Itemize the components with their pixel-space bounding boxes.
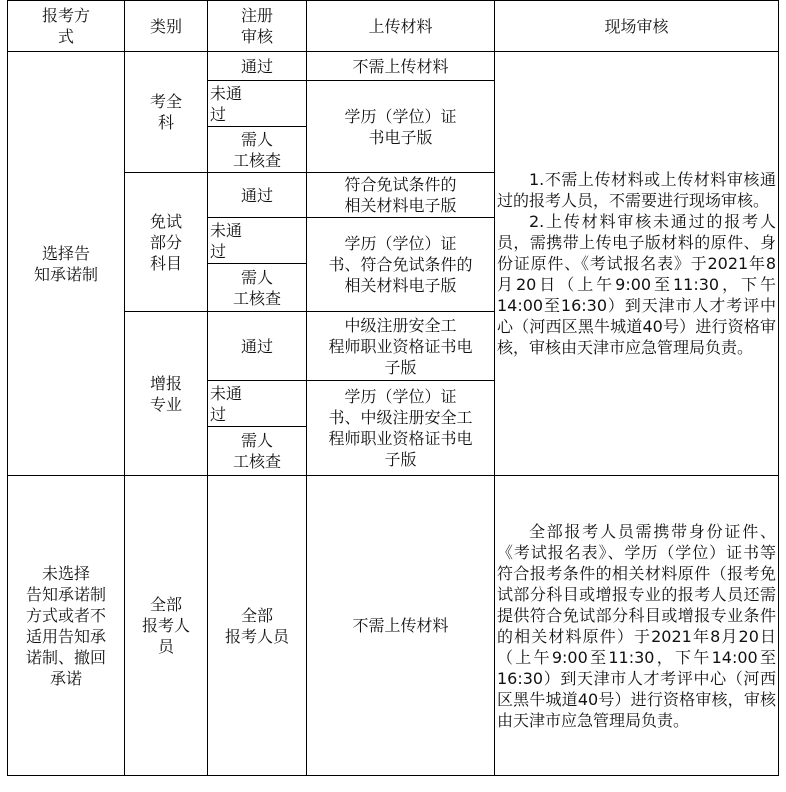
group3-review-manual: 需人 工核查 — [208, 427, 307, 476]
header-upload: 上传材料 — [307, 1, 495, 52]
group3-category: 增报 专业 — [125, 312, 208, 476]
section2-category: 全部 报考人 员 — [125, 476, 208, 776]
group3-upload-pass: 中级注册安全工 程师职业资格证书电 子版 — [307, 312, 495, 381]
group3-review-pass: 通过 — [208, 312, 307, 381]
table-row — [8, 52, 779, 81]
header-method: 报考方 式 — [8, 1, 125, 52]
group2-category: 免试 部分 科目 — [125, 173, 208, 312]
table-row — [8, 476, 779, 776]
group2-upload-fail: 学历（学位）证 书、符合免试条件的 相关材料电子版 — [307, 218, 495, 312]
section1-onsite — [495, 52, 779, 476]
group1-review-fail: 未通 过 — [208, 81, 307, 127]
onsite-paragraph-2: 2.上传材料审核未通过的报考人员，需携带上传电子版材料的原件、身份证原件、《考试报名表》于2021年8月20日（上午9:00至11:30，下午14:00至16:30）到天津市人才考评中心（河西区黑牛城道40号）进行资格审核，审核由天津市应急管理局负责。 — [497, 212, 776, 357]
section1-method: 选择告 知承诺制 — [8, 52, 125, 476]
group3-review-fail: 未通 过 — [208, 381, 307, 427]
group2-review-fail: 未通 过 — [208, 218, 307, 264]
group1-upload-pass: 不需上传材料 — [307, 52, 495, 81]
header-category: 类别 — [125, 1, 208, 52]
onsite-paragraph-1: 1.不需上传材料或上传材料审核通过的报考人员，不需要进行现场审核。 — [497, 170, 776, 210]
group1-upload-fail: 学历（学位）证 书电子版 — [307, 81, 495, 173]
group2-review-pass: 通过 — [208, 173, 307, 218]
group1-review-manual: 需人 工核查 — [208, 127, 307, 173]
qualification-review-table — [7, 0, 779, 776]
group1-category: 考全 科 — [125, 52, 208, 173]
section2-review: 全部 报考人员 — [208, 476, 307, 776]
header-onsite: 现场审核 — [495, 1, 779, 52]
group3-upload-fail: 学历（学位）证 书、中级注册安全工 程师职业资格证书电 子版 — [307, 381, 495, 476]
header-review: 注册 审核 — [208, 1, 307, 52]
section2-onsite-text: 全部报考人员需携带身份证件、《考试报名表》、学历（学位）证书等符合报考条件的相关材料原件（报考免试部分科目或增报专业的报考人员还需提供符合免试部分科目或增报专业条件的相关材料原件）于2021年8月20日（上午9:00至11:30，下午14:00至16:30）到天津市人才考评中心（河西区黑牛城道40号）进行资格审核，审核由天津市应急管理局负责。 — [497, 521, 776, 730]
group1-review-pass: 通过 — [208, 52, 307, 81]
header-row — [8, 1, 779, 52]
group2-upload-pass: 符合免试条件的 相关材料电子版 — [307, 173, 495, 218]
section2-method: 未选择 告知承诺制 方式或者不 适用告知承 诺制、撤回 承诺 — [8, 476, 125, 776]
section2-upload: 不需上传材料 — [307, 476, 495, 776]
section2-onsite — [495, 476, 779, 776]
group2-review-manual: 需人 工核查 — [208, 264, 307, 312]
